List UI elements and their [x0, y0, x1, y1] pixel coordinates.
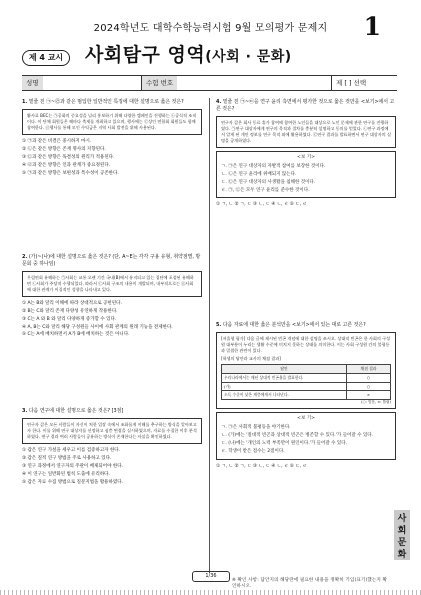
- bogi-label: <보 기>: [296, 155, 316, 161]
- question-passage: [216, 332, 396, 410]
- bogi-label: <보 기>: [296, 416, 316, 422]
- answer-option[interactable]: ④ 이 연구는 일반화된 법칙 도출에 유리하다.: [22, 471, 110, 477]
- answer-options-row[interactable]: ① ㄱ, ㄴ ② ㄱ, ㄷ ③ ㄴ, ㄷ ④ ㄴ, ㄹ ⑤ ㄷ, ㄹ: [216, 463, 307, 469]
- question-stem: 밑줄 친 ㉠~㉣과 같은 범입한 일반적인 특징에 대한 설명으로 옳은 것은?: [28, 99, 184, 105]
- candidate-info-row: [22, 75, 397, 91]
- page-number: 1: [363, 12, 381, 41]
- question-5: [216, 322, 396, 471]
- table-cell: ○: [347, 382, 391, 391]
- question-4: [216, 99, 396, 209]
- footer-notice: ※ 확인 사항: 답안지의 해당란에 필요한 내용을 정확히 기입(표기)했는지 확인하시오.: [232, 578, 388, 590]
- passage-text: [서울형 평가] 다음 글에 제시된 빈곤 개념에 대한 설명을 쓰시오. 상대적 빈곤은 한 사회의 구성원 대부분이 누리는 생활 수준에 미치지 못하는 상태를 의미한다. 이는 사회 구성원 간의 불평등과 밀접한 관련이 있다.: [221, 335, 391, 354]
- answer-option[interactable]: ① A는 B와 달리 이해에 따라 상대적으로 공헌된다.: [22, 300, 122, 306]
- answer-option[interactable]: ⑤ 갑은 자료 수집 방법으로 질문지법을 활용하였다.: [22, 479, 123, 485]
- answer-option[interactable]: ③ 연구 과정에서 연구자의 주관이 배제되어야 한다.: [22, 463, 123, 469]
- question-passage: 연구자 갑은 회사 동료 휴가 참여에 참여한 노인들을 대상으로 노인 문제에 관한 연구를 진행하였다. ㉠연구 대상자에게 연구의 목적과 절차를 충분히 설명하고 동의를 얻었다. ㉡연구 과정에서 알게 된 개인 정보를 연구 목적 외에 활용하였다. ㉢연구 결과를 발표하면서 연구 대상자의 실명을 공개하였다.: [216, 116, 396, 149]
- question-stem: (가)~(나)에 대한 설명으로 옳은 것은? (단, A~E는 각각 구용 유형, 취약점별, 방문회 중 하나임): [22, 254, 201, 267]
- exam-number-cell: [142, 76, 332, 90]
- answer-option[interactable]: ① 갑은 연구 가설을 세우고 이를 검증하고자 한다.: [22, 448, 121, 454]
- bogi-item: ㄷ. ㉢은 연구 대상자의 사생활을 침해한 것이다.: [221, 179, 316, 185]
- choice-cell: [332, 76, 397, 90]
- question-passage: 우림연회 유해하는 ㉠사회는 교통 오랜 기간 국내(B)에서 유지되고 있는 집단에 포섭된 유해하면 ㉡사회가 주당적 수행되었다. 따라서 ㉢사회 구조의 내용이 개발되며, 내부적으로는 ㉣사회에 대한 관계가 이질적인 성향을 나타내고 있다.: [22, 271, 202, 297]
- name-label: 성명: [22, 76, 43, 90]
- bogi-item: ㄷ. (나)에는 '개인의 노력 부족만이 원인이다.'가 들어갈 수 있다.: [221, 441, 348, 447]
- answer-option[interactable]: ① ㉠과 같은 비결은 중시하지 마시.: [22, 139, 92, 145]
- bogi-item: ㄹ. 학생이 받은 점수는 2점이다.: [221, 448, 285, 454]
- subject-title: [85, 42, 292, 68]
- subject-side-tab: 사회 문화: [394, 510, 410, 560]
- session-badge: 제 4 교시: [22, 50, 70, 66]
- page-footer-box: 1/36: [192, 571, 230, 582]
- answer-options-row[interactable]: ① ㄱ, ㄴ ② ㄱ, ㄷ ③ ㄴ, ㄷ ④ ㄴ, ㄹ ⑤ ㄷ, ㄹ: [216, 202, 307, 208]
- question-3: [22, 408, 202, 487]
- table-cell: ○: [347, 374, 391, 383]
- question-number: 1.: [22, 99, 28, 105]
- exam-number-field[interactable]: [177, 76, 331, 90]
- question-1: [22, 99, 202, 178]
- table-cell: 우리나라에서는 매년 상대적 빈곤율을 발표한다.: [222, 374, 347, 383]
- question-number: 3.: [22, 408, 28, 414]
- subject-main: 사회탐구 영역: [85, 44, 206, 66]
- bogi-item: ㄹ. ㉠, ㉢은 모두 연구 윤리를 준수한 것이다.: [221, 187, 310, 193]
- bogi-box: [216, 412, 396, 459]
- answer-option[interactable]: ⑤ ㉠과 같은 방향은 보편성과 특수성이 공존한다.: [22, 170, 119, 176]
- question-2: [22, 254, 202, 339]
- exam-title: 2024학년도 대학수학능력시험 9월 모의평가 문제지: [93, 23, 328, 34]
- table-header: 채점 결과: [347, 365, 391, 374]
- answer-option[interactable]: ④ A, B는 C와 달리 해당 구성원들 사이에 사회 관계의 원래 기능을 전제한다.: [22, 324, 173, 330]
- answer-option[interactable]: ② B는 C와 달리 존재 다양성 유연하게 작용한다.: [22, 308, 118, 314]
- answer-option[interactable]: ③ ㉢과 같은 방향은 독결성의 원리가 적용된다.: [22, 154, 115, 160]
- question-stem: 다음 자료에 대한 옳은 분석만을 <보기>에서 있는 대로 고른 것은?: [222, 322, 366, 328]
- question-stem: 다음 연구에 대한 설명으로 옳은 것은? [3점]: [28, 408, 124, 414]
- choice-label: 제 [ ] 선택: [336, 79, 367, 87]
- question-number: 4.: [216, 99, 222, 105]
- table-note: (○: 맞음, ×: 틀림): [361, 400, 391, 405]
- table-title: [학생의 답안과 교사의 채점 결과]: [221, 356, 281, 362]
- subject-sub: (사회 · 문화): [205, 49, 292, 65]
- print-bleed-strip: [0, 590, 421, 595]
- answer-option[interactable]: ② ㉡은 같은 방향은 존재 명사의 지향된다.: [22, 147, 106, 153]
- bogi-item: ㄴ. ㉡은 연구 윤리에 위배되지 않는다.: [221, 171, 297, 177]
- name-cell: [22, 76, 142, 90]
- answer-option[interactable]: ⑤ C는 A에 배치하면서 A가 B에 배치하는 것은 아니다.: [22, 332, 130, 338]
- answer-option[interactable]: ② 갑은 질적 연구 방법을 주로 사용하고 있다.: [22, 456, 112, 462]
- bogi-item: ㄴ. (가)에는 '절대적 빈곤과 상대적 빈곤은 병존할 수 있다.'가 들어갈 수 있다.: [221, 433, 374, 439]
- grading-table: [221, 364, 391, 400]
- question-number: 5.: [216, 322, 222, 328]
- question-number: 2.: [22, 254, 28, 260]
- question-stem: 밑줄 친 ㉠~㉢을 연구 윤리 측면에서 평가한 것으로 옳은 것만을 <보기>에서 고른 것은?: [216, 99, 395, 112]
- column-divider: [209, 98, 210, 573]
- question-passage: 활사료 BEC는 ㉠공화의 중요성을 널리 홍보하기 위해 다양한 캠페인을 진행하는 ㉡공식적 조직이다. 이 단체 회원들은 해마다 축제를 개최하고 있으며, 행사에는 ㉢상인 연합회 회원들도 함께 참여한다. ㉣행사를 통해 모인 수익금은 지역 사회 발전을 위해 사용된다.: [22, 109, 202, 135]
- table-cell: 소득 수준이 낮은 계층에게서 나타난다.: [222, 391, 347, 400]
- bogi-item: ㄱ. ㉠은 연구 대상자의 자발적 참여를 보장한 것이다.: [221, 163, 326, 169]
- question-passage: 연구자 갑은 모든 사람들이 자신이 처한 입장 속에서 조화롭게 이해를 추구하는 방식을 알아보고자 한다. 이를 위해 연구 대상자를 선정하고 심층 면접을 실시하였으며, 자료를 수집한 이후 분석하였다. 연구 결과 여러 사람들이 공유하는 방식이 존재한다는 사실을 확인하였다.: [22, 418, 202, 444]
- table-cell: ×: [347, 391, 391, 400]
- table-header: 답안: [222, 365, 347, 374]
- table-cell: (가): [222, 382, 347, 391]
- bogi-item: ㄱ. ㉠은 사회적 불평등을 야기한다.: [221, 425, 291, 431]
- exam-number-label: 수험 번호: [142, 76, 177, 90]
- bogi-box: [216, 151, 396, 198]
- answer-option[interactable]: ③ C는 A 와 B 와 달리 다양하게 증가할 수 있다.: [22, 316, 117, 322]
- answer-option[interactable]: ④ ㉣과 같은 방향은 인과 관계가 중요정된다.: [22, 162, 111, 168]
- name-field[interactable]: [43, 76, 141, 90]
